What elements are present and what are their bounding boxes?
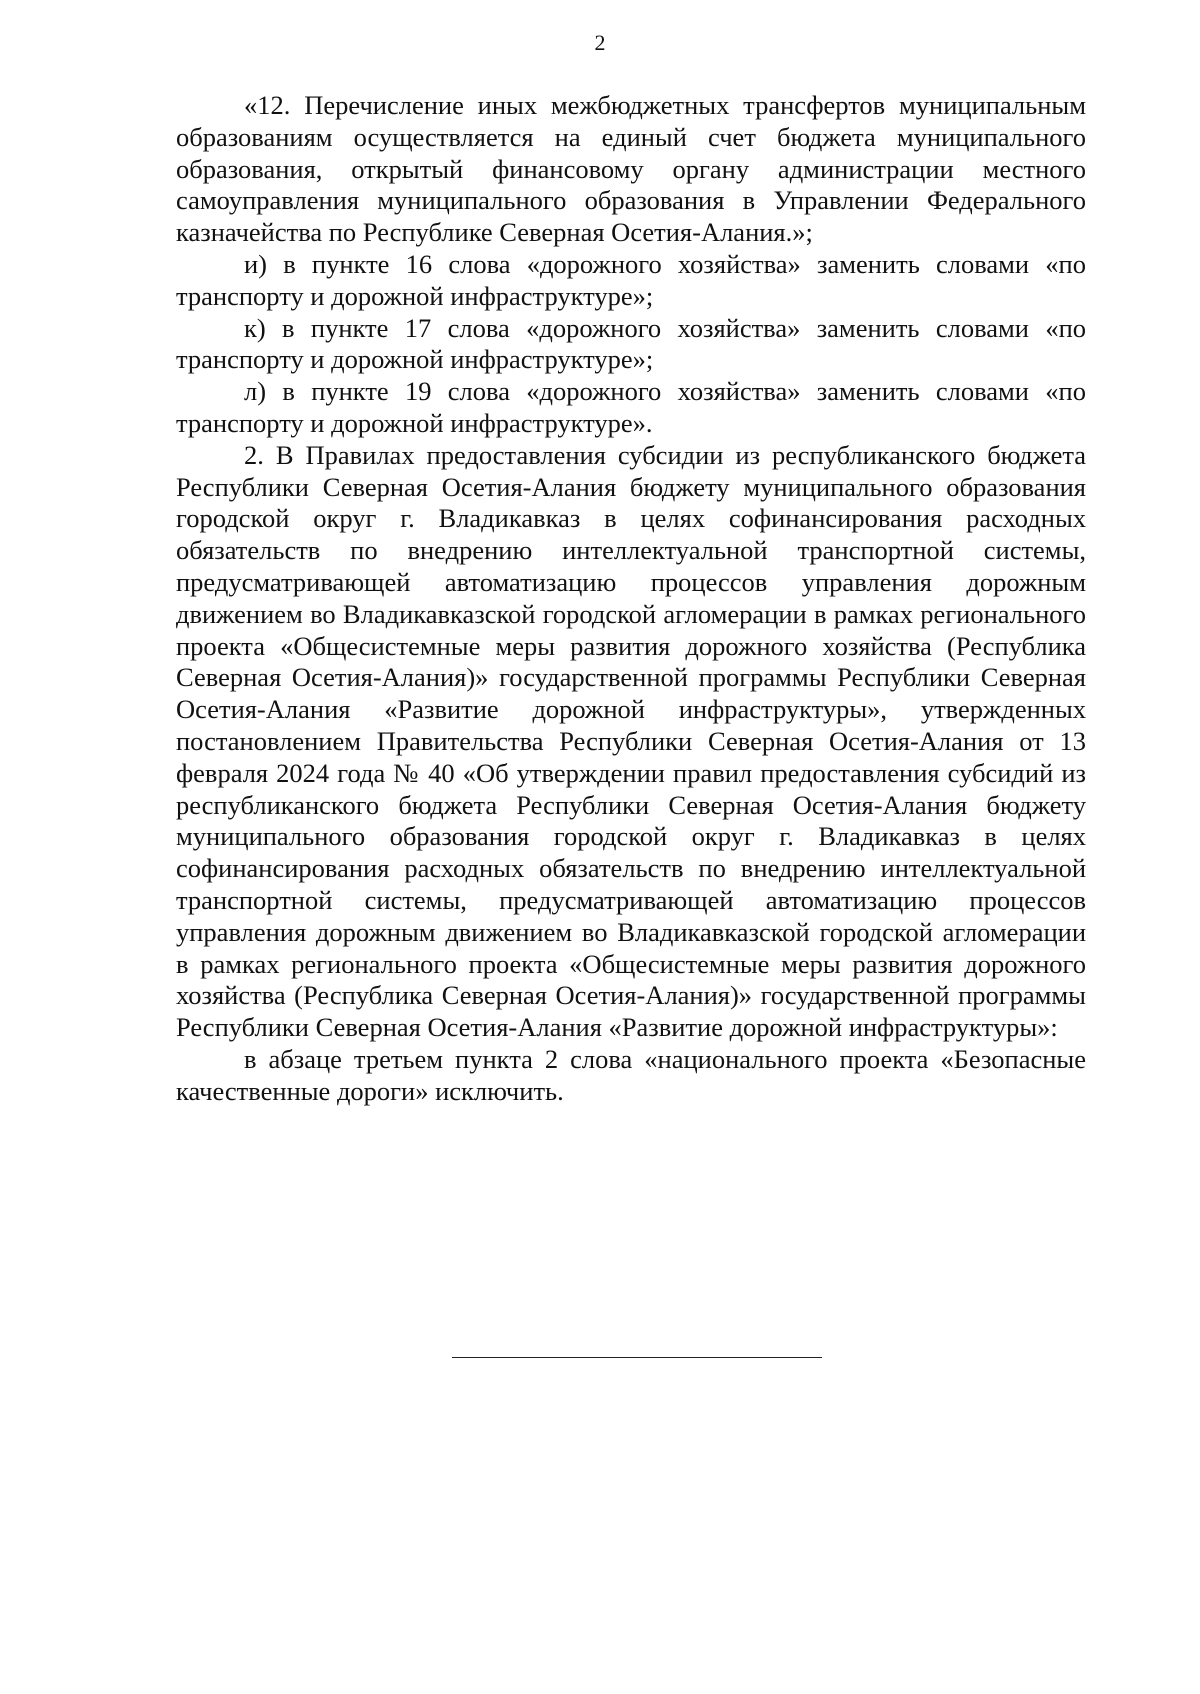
document-body [176,90,1086,1108]
paragraph-subitem-k: к) в пункте 17 слова «дорожного хозяйства» заменить словами «по транспорту и дорожной инфраструктуре»; [176,312,1086,375]
paragraph-item-2: 2. В Правилах предоставления субсидии из республиканского бюджета Республики Северная Осетия-Алания бюджету муниципального образования городской округ г. Владикавказ в целях софинансирования расходных обязательств по внедрению интеллектуальной транспортной системы, предусматривающей автоматизацию процессов управления дорожным движением во Владикавказской городской агломерации в рамках регионального проекта «Общесистемные меры развития дорожного хозяйства (Республика Северная Осетия-Алания)» государственной программы Республики Северная Осетия-Алания «Развитие дорожной инфраструктуры», утвержденных постановлением Правительства Республики Северная Осетия-Алания от 13 февраля 2024 года № 40 «Об утверждении правил предоставления субсидий из республиканского бюджета Республики Северная Осетия-Алания бюджету муниципального образования городской округ г. Владикавказ в целях софинансирования расходных обязательств по внедрению интеллектуальной транспортной системы, предусматривающей автоматизацию процессов управления дорожным движением во Владикавказской городской агломерации в рамках регионального проекта «Общесистемные меры развития дорожного хозяйства (Республика Северная Осетия-Алания)» государственной программы Республики Северная Осетия-Алания «Развитие дорожной инфраструктуры»: [176,439,1086,1043]
closing-separator-line [452,1357,822,1358]
paragraph-subitem-i: и) в пункте 16 слова «дорожного хозяйства» заменить словами «по транспорту и дорожной инфраструктуре»; [176,248,1086,311]
paragraph-subitem-l: л) в пункте 19 слова «дорожного хозяйства» заменить словами «по транспорту и дорожной инфраструктуре». [176,376,1086,438]
paragraph-item-12: «12. Перечисление иных межбюджетных трансфертов муниципальным образованиям осуществляется на единый счет бюджета муниципального образования, открытый финансовому органу администрации местного самоуправления муниципального образования в Управлении Федерального казначейства по Республике Северная Осетия-Алания.»; [176,90,1086,248]
paragraph-final-amendment: в абзаце третьем пункта 2 слова «национального проекта «Безопасные качественные дороги» исключить. [176,1043,1086,1106]
page-number: 2 [594,30,606,55]
